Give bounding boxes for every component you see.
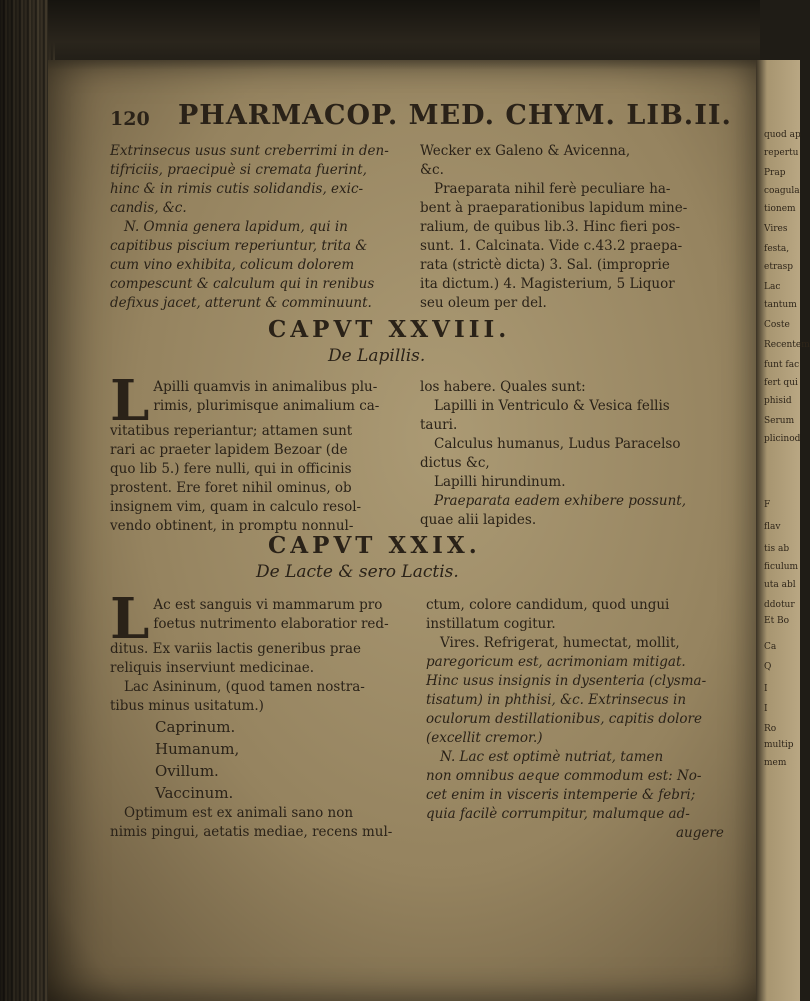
page-number: 120	[110, 108, 150, 130]
right-page-fragment: coagula	[764, 186, 800, 196]
chapter8-right-column	[420, 378, 750, 530]
right-page-fragment: Recentem	[764, 340, 810, 350]
right-page-fragment: phisid	[764, 396, 792, 406]
text-line: prostent. Ere foret nihil ominus, ob	[110, 480, 352, 496]
list-item: Ovillum.	[155, 762, 219, 780]
text-line: sunt. 1. Calcinata. Vide c.43.2 praepa-	[420, 238, 683, 254]
top-left-column	[110, 142, 410, 313]
right-page-fragment: funt fac	[764, 360, 800, 370]
text-line: capitibus piscium reperiuntur, trita &	[110, 238, 368, 254]
text-line: Hinc usus insignis in dysenteria (clysma-	[426, 673, 707, 689]
chapter9-left-column	[110, 586, 420, 842]
right-page-fragment: Serum	[764, 416, 795, 426]
right-page-fragment: fert qui	[764, 378, 798, 388]
text-line: ita dictum.) 4. Magisterium, 5 Liquor	[420, 276, 675, 292]
text-line: oculorum destillationibus, capitis dolore	[426, 711, 702, 727]
right-page-fragment: I	[764, 704, 768, 714]
right-page-fragment: quod ap	[764, 130, 801, 140]
text-line: Extrinsecus usus sunt creberrimi in den-	[110, 143, 389, 159]
drop-cap: L	[110, 586, 150, 652]
page-top-shadow	[48, 0, 760, 70]
running-head: PHARMACOP. MED. CHYM. LIB.II.	[178, 100, 732, 131]
right-page-fragment: Coste	[764, 320, 790, 330]
text-line: cet enim in visceris intemperie & febri;	[426, 787, 696, 803]
chapter9-right-column	[426, 596, 751, 843]
chapter-title: CAPVT XXVIII.	[268, 316, 511, 343]
right-page-fragment: Lac	[764, 282, 781, 292]
right-page-fragment: tis ab	[764, 544, 790, 554]
drop-cap: L	[110, 368, 150, 434]
text-line: hinc & in rimis cutis solidandis, exic-	[110, 181, 364, 197]
right-page-fragment: ddotur	[764, 600, 795, 610]
text-line: cum vino exhibita, colicum dolorem	[110, 257, 355, 273]
text-line: tauri.	[420, 417, 458, 433]
text-line: nimis pingui, aetatis mediae, recens mul-	[110, 824, 393, 840]
text-line: paregoricum est, acrimoniam mitigat.	[426, 654, 686, 670]
right-page-fragment: multip	[764, 740, 794, 750]
text-line: Lapilli in Ventriculo & Vesica fellis	[434, 398, 670, 414]
text-line: reliquis inserviunt medicinae.	[110, 660, 315, 676]
text-line: non omnibus aeque commodum est: No-	[426, 768, 702, 784]
right-page-fragment: flav	[764, 522, 781, 532]
book-spine-edge	[0, 0, 55, 1001]
text-line: Apilli quamvis in animalibus plu-	[153, 379, 378, 395]
text-line: quia facilè corrumpitur, malumque ad-	[426, 806, 690, 822]
text-line: rata (strictè dicta) 3. Sal. (improprie	[420, 257, 670, 273]
right-page-fragment: Ro	[764, 724, 777, 734]
text-line: rari ac praeter lapidem Bezoar (de	[110, 442, 348, 458]
right-page-fragment: Et Bo	[764, 616, 790, 626]
text-line: Calculus humanus, Ludus Paracelso	[434, 436, 681, 452]
text-line: Vires. Refrigerat, humectat, mollit,	[440, 635, 680, 651]
text-line: Lapilli hirundinum.	[434, 474, 566, 490]
text-line: dictus &c,	[420, 455, 490, 471]
text-line: compescunt & calculum qui in renibus	[110, 276, 375, 292]
right-page-fragment: Q	[764, 662, 772, 672]
chapter-title: CAPVT XXIX.	[268, 532, 481, 559]
right-page-fragment: Ca	[764, 642, 777, 652]
text-line: tibus minus usitatum.)	[110, 698, 264, 714]
text-line: Ac est sanguis vi mammarum pro	[153, 597, 383, 613]
chapter8-left-column	[110, 368, 415, 536]
right-page-fragment: uta abl	[764, 580, 796, 590]
top-right-column	[420, 142, 750, 313]
text-line: ctum, colore candidum, quod ungui	[426, 597, 670, 613]
right-page-fragment: Vires	[764, 224, 788, 234]
text-line: quo lib 5.) fere nulli, qui in officinis	[110, 461, 352, 477]
text-line: Optimum est ex animali sano non	[124, 805, 354, 821]
text-line: vendo obtinent, in promptu nonnul-	[110, 518, 354, 534]
text-line: tifriciis, praecipuè si cremata fuerint,	[110, 162, 367, 178]
text-line: Lac Asininum, (quod tamen nostra-	[124, 679, 365, 695]
catchword: augere	[676, 825, 724, 841]
text-line: defixus jacet, atterunt & comminuunt.	[110, 295, 372, 311]
text-line: tisatum) in phthisi, &c. Extrinsecus in	[426, 692, 687, 708]
right-page-fragment: plicinod	[764, 434, 801, 444]
right-page-fragment: etrasp	[764, 262, 793, 272]
right-page-fragment: festa,	[764, 244, 790, 254]
right-page-fragment: tionem	[764, 204, 796, 214]
text-line: vitatibus reperiantur; attamen sunt	[110, 423, 353, 439]
text-line: quae alii lapides.	[420, 512, 537, 528]
list-item: Vaccinum.	[155, 784, 234, 802]
text-line: Praeparata nihil ferè peculiare ha-	[434, 181, 671, 197]
text-line: foetus nutrimento elaboratior red-	[153, 616, 389, 632]
text-line: Wecker ex Galeno & Avicenna,	[420, 143, 631, 159]
text-line: los habere. Quales sunt:	[420, 379, 586, 395]
right-page-fragment: ficulum	[764, 562, 799, 572]
text-line: N. Lac est optimè nutriat, tamen	[440, 749, 664, 765]
right-page-fragment: I	[764, 684, 768, 694]
right-page-fragment: F	[764, 500, 771, 510]
text-line: rimis, plurimisque animalium ca-	[153, 398, 380, 414]
next-page-edge	[756, 60, 810, 1001]
text-line: ralium, de quibus lib.3. Hinc fieri pos-	[420, 219, 681, 235]
text-line: ditus. Ex variis lactis generibus prae	[110, 641, 361, 657]
text-line: (excellit cremor.)	[426, 730, 543, 746]
text-line: bent à praeparationibus lapidum mine-	[420, 200, 688, 216]
right-page-fragment: tantum	[764, 300, 797, 310]
chapter-subtitle: De Lapillis.	[328, 346, 426, 366]
text-line: candis, &c.	[110, 200, 187, 216]
text-line: N. Omnia genera lapidum, qui in	[124, 219, 348, 235]
list-item: Humanum,	[155, 740, 240, 758]
text-line: insignem vim, quam in calculo resol-	[110, 499, 362, 515]
text-line: instillatum cogitur.	[426, 616, 556, 632]
list-item: Caprinum.	[155, 718, 236, 736]
text-line: &c.	[420, 162, 444, 178]
page-header	[110, 100, 740, 140]
right-page-fragment: repertu	[764, 148, 799, 158]
right-page-fragment: Prap	[764, 168, 786, 178]
text-line: Praeparata eadem exhibere possunt,	[434, 493, 687, 509]
chapter-subtitle: De Lacte & sero Lactis.	[256, 562, 459, 582]
right-page-fragment: mem	[764, 758, 787, 768]
text-line: seu oleum per del.	[420, 295, 547, 311]
